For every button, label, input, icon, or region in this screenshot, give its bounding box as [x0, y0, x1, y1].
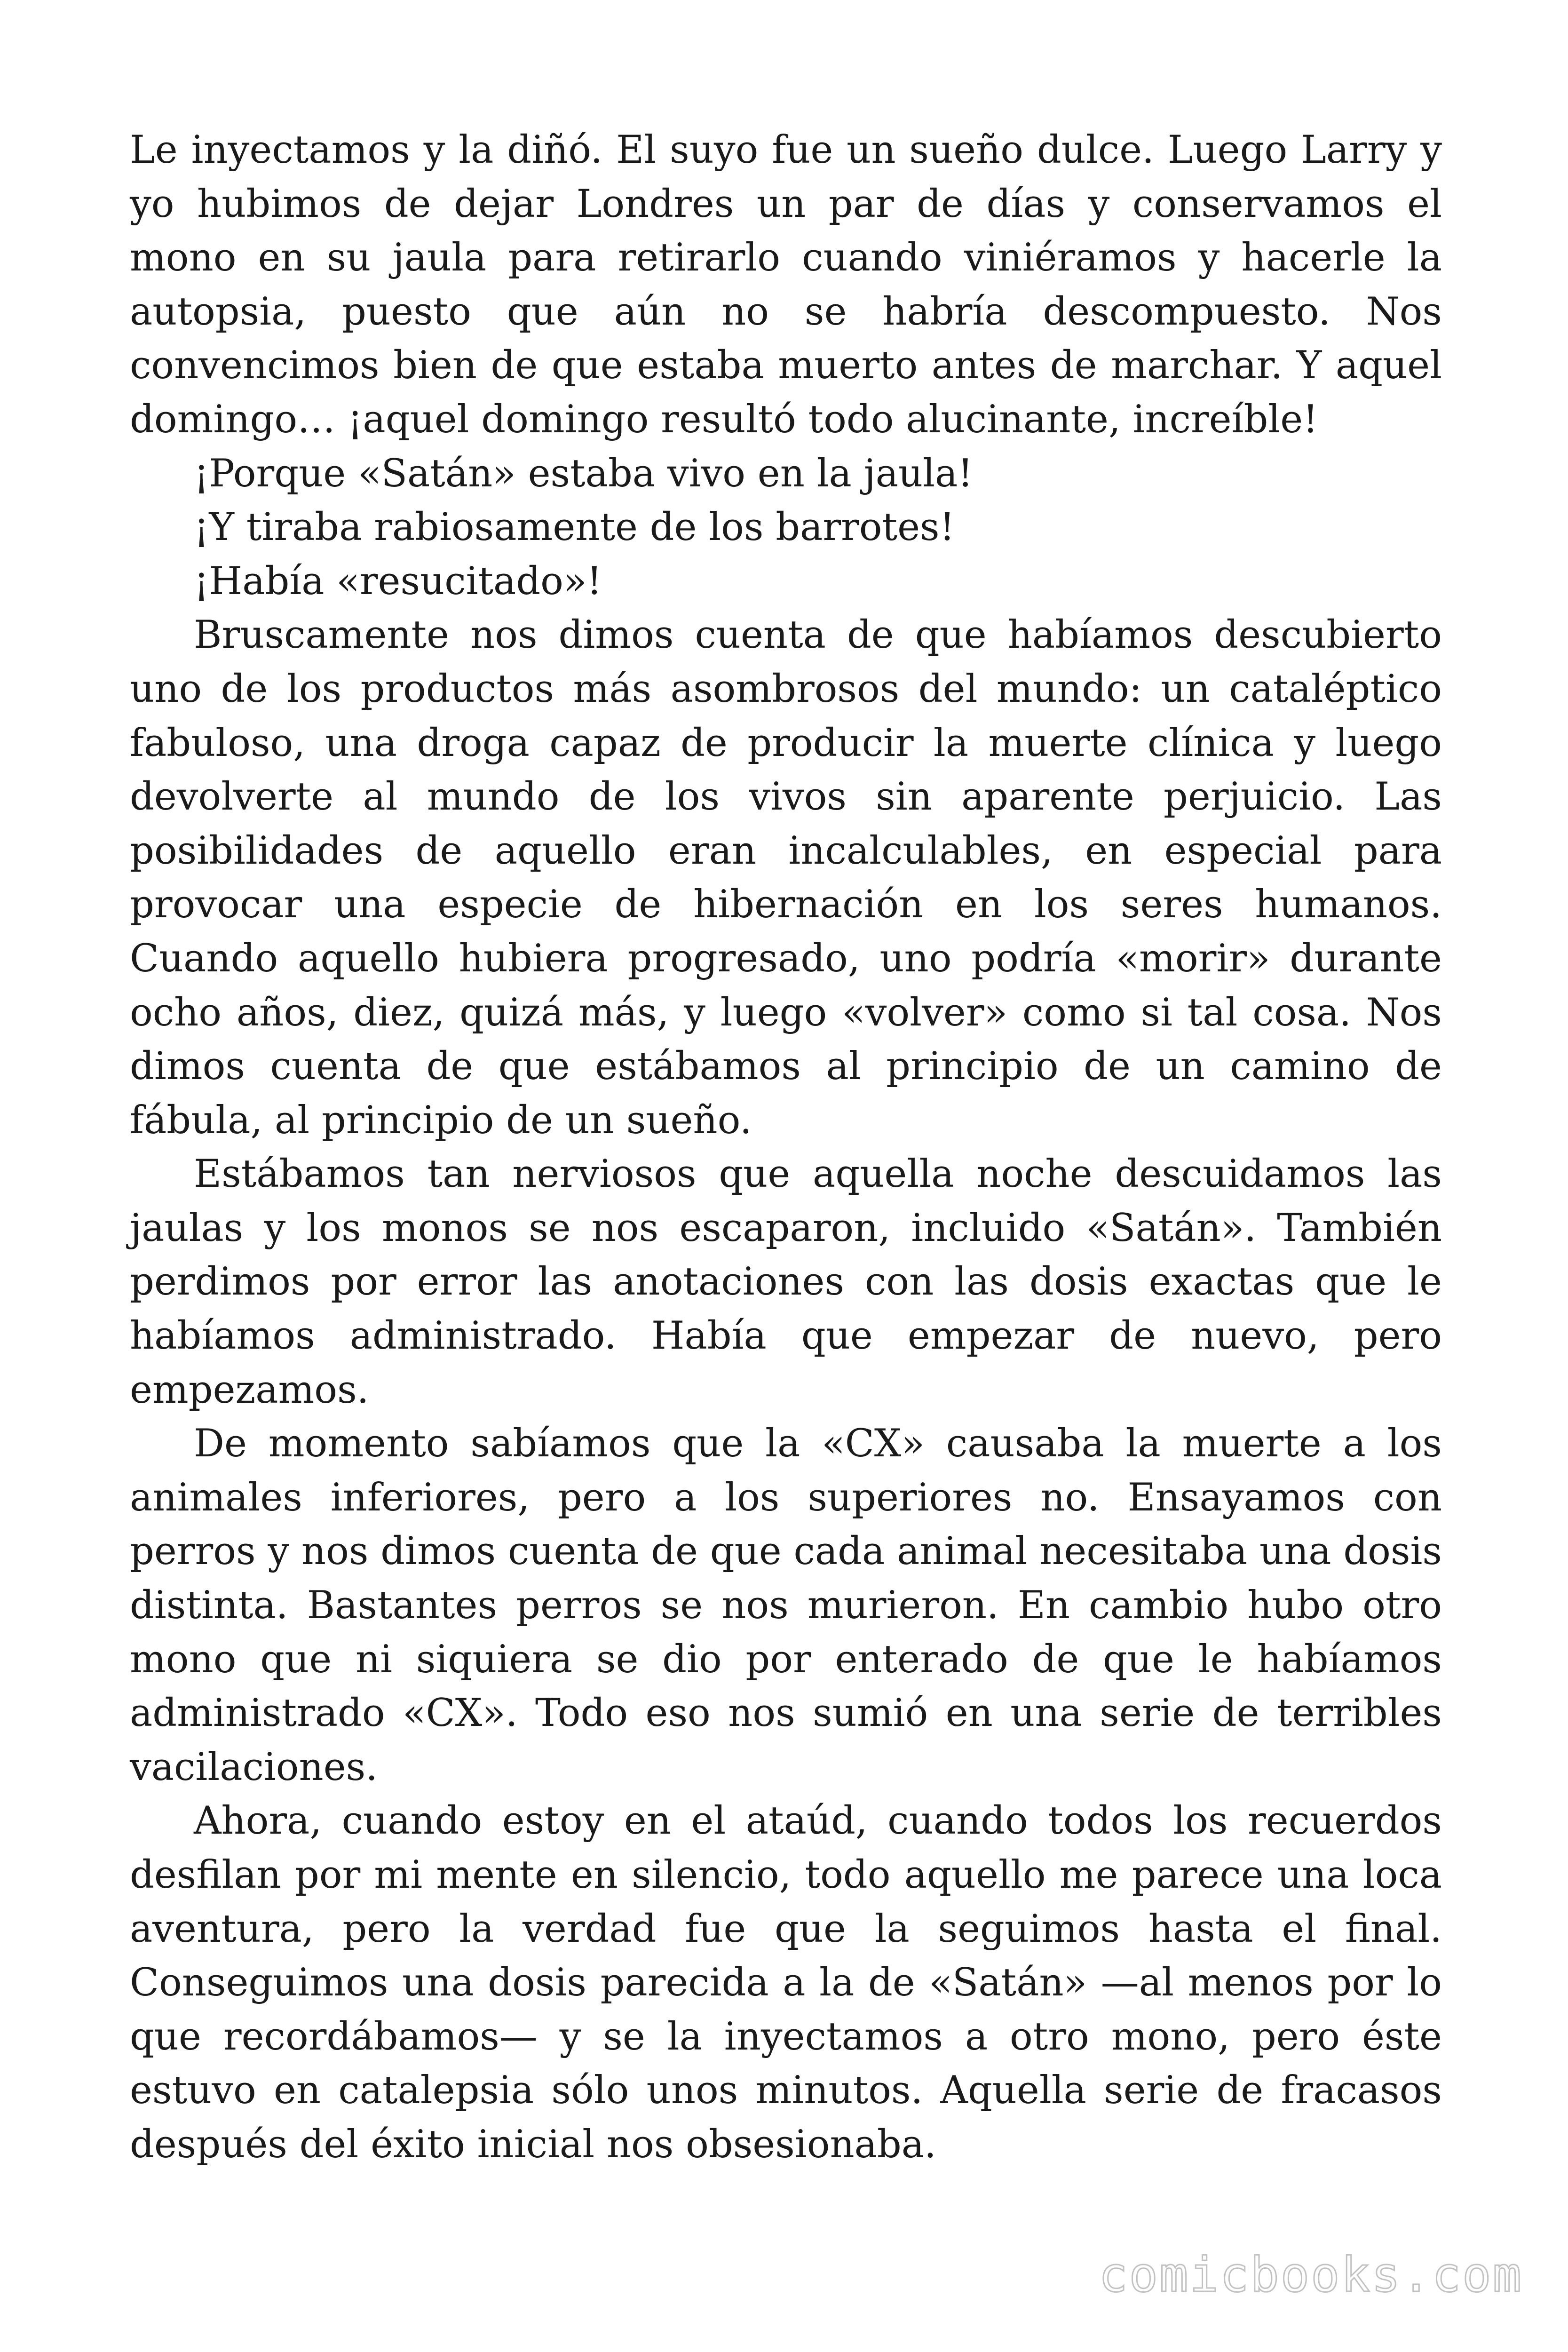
paragraph-4: ¡Había «resucitado»! [194, 559, 602, 604]
body-text [130, 123, 1442, 2172]
paragraph-1: Le inyectamos y la diñó. El suyo fue un sueño dulce. Luego Larry y yo hubimos de dejar Londres un par de días y conservamos el mono en su jaula para retirarlo cuando viniéramos y hacerle la autopsia, puesto que aún no se habría descompuesto. Nos convencimos bien de que estaba muerto antes de marchar. Y aquel domingo… ¡aquel domingo resultó todo alucinante, increíble! [130, 128, 1442, 442]
paragraph-2: ¡Porque «Satán» estaba vivo en la jaula! [194, 451, 973, 496]
paragraph-7: De momento sabíamos que la «CX» causaba la muerte a los animales inferiores, pero a los superiores no. Ensayamos con perros y nos dimos cuenta de que cada animal necesitaba una dosis distinta. Bastantes perros se nos murieron. En cambio hubo otro mono que ni siquiera se dio por enterado de que le habíamos administrado «CX». Todo eso nos sumió en una serie de terribles vacilaciones. [130, 1422, 1442, 1789]
watermark: comicbooks.com [1099, 2247, 1523, 2303]
paragraph-3: ¡Y tiraba rabiosamente de los barrotes! [194, 505, 955, 550]
paragraph-6: Estábamos tan nerviosos que aquella noche descuidamos las jaulas y los monos se nos escaparon, incluido «Satán». También perdimos por error las anotaciones con las dosis exactas que le habíamos administrado. Había que empezar de nuevo, pero empezamos. [130, 1152, 1442, 1412]
paragraph-5: Bruscamente nos dimos cuenta de que habíamos descubierto uno de los productos más asombrosos del mundo: un cataléptico fabuloso, una droga capaz de producir la muerte clínica y luego devolverte al mundo de los vivos sin aparente perjuicio. Las posibilidades de aquello eran incalculables, en especial para provocar una especie de hibernación en los seres humanos. Cuando aquello hubiera progresado, uno podría «morir» durante ocho años, diez, quizá más, y luego «volver» como si tal cosa. Nos dimos cuenta de que estábamos al principio de un camino de fábula, al principio de un sueño. [130, 613, 1442, 1143]
paragraph-8: Ahora, cuando estoy en el ataúd, cuando todos los recuerdos desfilan por mi mente en silencio, todo aquello me parece una loca aventura, pero la verdad fue que la seguimos hasta el final. Conseguimos una dosis parecida a la de «Satán» —al menos por lo que recordábamos— y se la inyectamos a otro mono, pero éste estuvo en catalepsia sólo unos minutos. Aquella serie de fracasos después del éxito inicial nos obsesionaba. [130, 1799, 1442, 2167]
